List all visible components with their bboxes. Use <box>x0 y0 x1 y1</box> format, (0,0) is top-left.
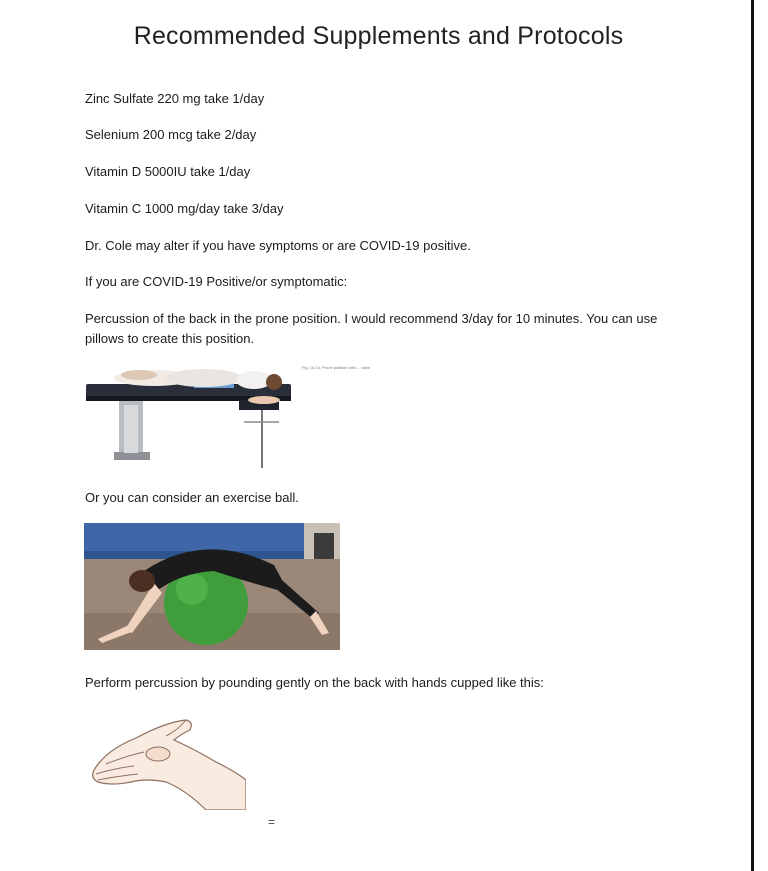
supplement-selenium: Selenium 200 mcg take 2/day <box>85 127 257 142</box>
prone-position-image <box>84 360 298 470</box>
page-title: Recommended Supplements and Protocols <box>133 22 624 50</box>
percussion-instructions: Percussion of the back in the prone position. I would recommend 3/day for 10 minutes. You can use pillows to create this position. <box>85 311 658 346</box>
footer-mark: = <box>268 815 276 829</box>
exercise-ball-image <box>84 523 340 650</box>
page-edge <box>751 0 754 871</box>
supplement-vitamin-c: Vitamin C 1000 mg/day take 3/day <box>85 201 284 216</box>
exercise-ball-text: Or you can consider an exercise ball. <box>85 490 299 505</box>
supplement-vitamin-d: Vitamin D 5000IU take 1/day <box>85 164 251 179</box>
supplement-zinc: Zinc Sulfate 220 mg take 1/day <box>85 91 265 106</box>
doctor-note: Dr. Cole may alter if you have symptoms or are COVID-19 positive. <box>85 238 471 253</box>
covid-heading: If you are COVID-19 Positive/or symptomatic: <box>85 274 348 289</box>
figure-caption: Fig. 16.14. Prone position with ... table <box>302 365 371 370</box>
cupped-hands-instructions: Perform percussion by pounding gently on the back with hands cupped like this: <box>85 675 544 690</box>
cupped-hand-image <box>86 710 246 810</box>
